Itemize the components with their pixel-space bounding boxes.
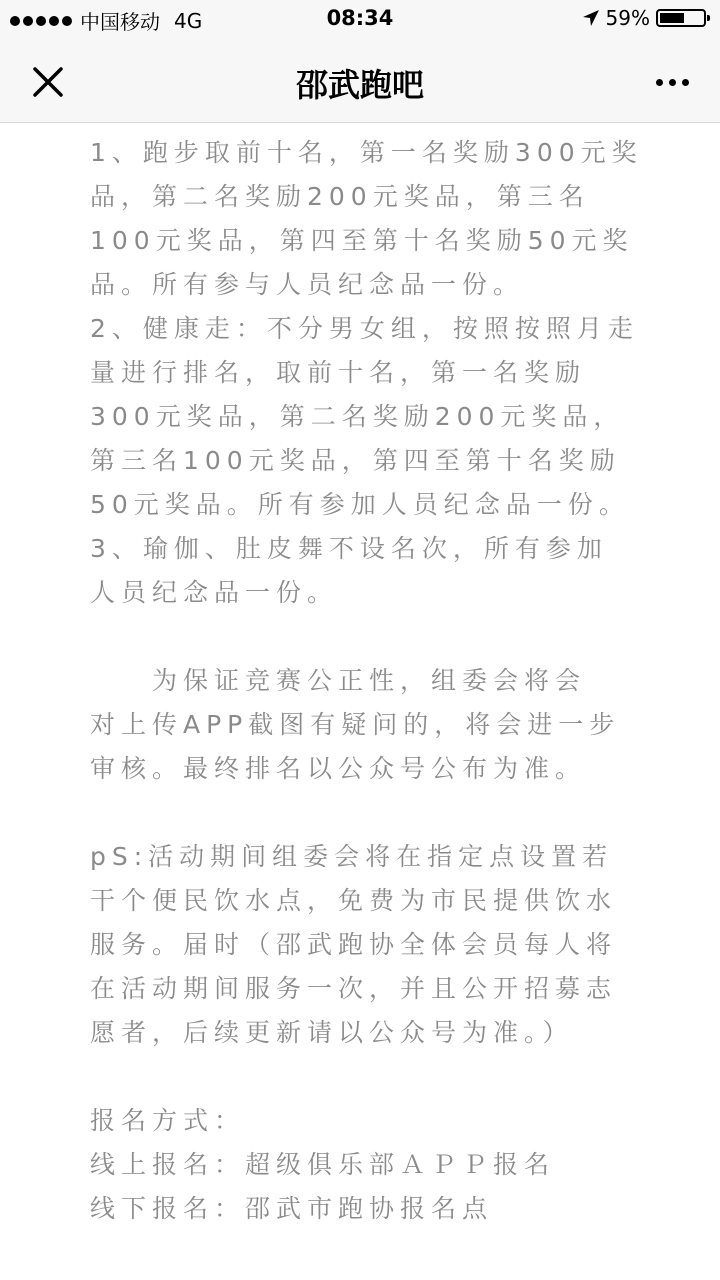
location-arrow-icon [582, 9, 600, 27]
text-line: 100元奖品，第四至第十名奖励50元奖 [90, 226, 634, 255]
text-line: 线下报名：邵武市跑协报名点 [90, 1194, 494, 1223]
text-line: 对上传APP截图有疑问的，将会进一步 [90, 710, 621, 739]
text-line: pS:活动期间组委会将在指定点设置若 [90, 842, 614, 871]
article-content [0, 123, 720, 1280]
text-line: 线上报名：超级俱乐部ＡＰＰ报名 [90, 1150, 556, 1179]
more-dots-icon [656, 79, 663, 86]
text-line: 为保证竞赛公正性，组委会将会 [90, 666, 587, 695]
battery-icon [656, 9, 706, 27]
text-line: 报名方式： [90, 1106, 246, 1135]
more-button[interactable] [644, 54, 700, 110]
network-label: 4G [174, 8, 203, 33]
text-line: 2、健康走：不分男女组，按照按照月走 [90, 314, 639, 343]
text-line: 300元奖品，第二名奖励200元奖品， [90, 402, 625, 431]
carrier-label: 中国移动 [80, 10, 160, 34]
text-line: 50元奖品。所有参加人员纪念品一份。 [90, 490, 630, 519]
status-time: 08:34 [326, 6, 394, 30]
text-line: 服务。届时（邵武跑协全体会员每人将 [90, 930, 618, 959]
nav-bar [0, 40, 720, 123]
text-line: 在活动期间服务一次，并且公开招募志 [90, 974, 618, 1003]
close-button[interactable] [20, 54, 76, 110]
close-icon [32, 66, 64, 98]
text-line: 3、瑜伽、肚皮舞不设名次，所有参加 [90, 534, 608, 563]
status-right [582, 6, 706, 30]
text-line: 品。所有参与人员纪念品一份。 [90, 270, 525, 299]
text-line: 第三名100元奖品，第四至第十名奖励 [90, 446, 621, 475]
text-line: 1、跑步取前十名，第一名奖励300元奖 [90, 138, 643, 167]
text-line: 审核。最终排名以公众号公布为准。 [90, 754, 587, 783]
text-line: 人员纪念品一份。 [90, 578, 339, 607]
text-line: 愿者，后续更新请以公众号为准。） [90, 1018, 574, 1047]
battery-percent: 59% [605, 6, 650, 30]
text-line: 量进行排名，取前十名，第一名奖励 [90, 358, 587, 387]
text-line: 品，第二名奖励200元奖品，第三名 [90, 182, 590, 211]
text-line: 干个便民饮水点，免费为市民提供饮水 [90, 886, 618, 915]
status-bar [0, 0, 720, 40]
page-title: 邵武跑吧 [295, 66, 424, 104]
